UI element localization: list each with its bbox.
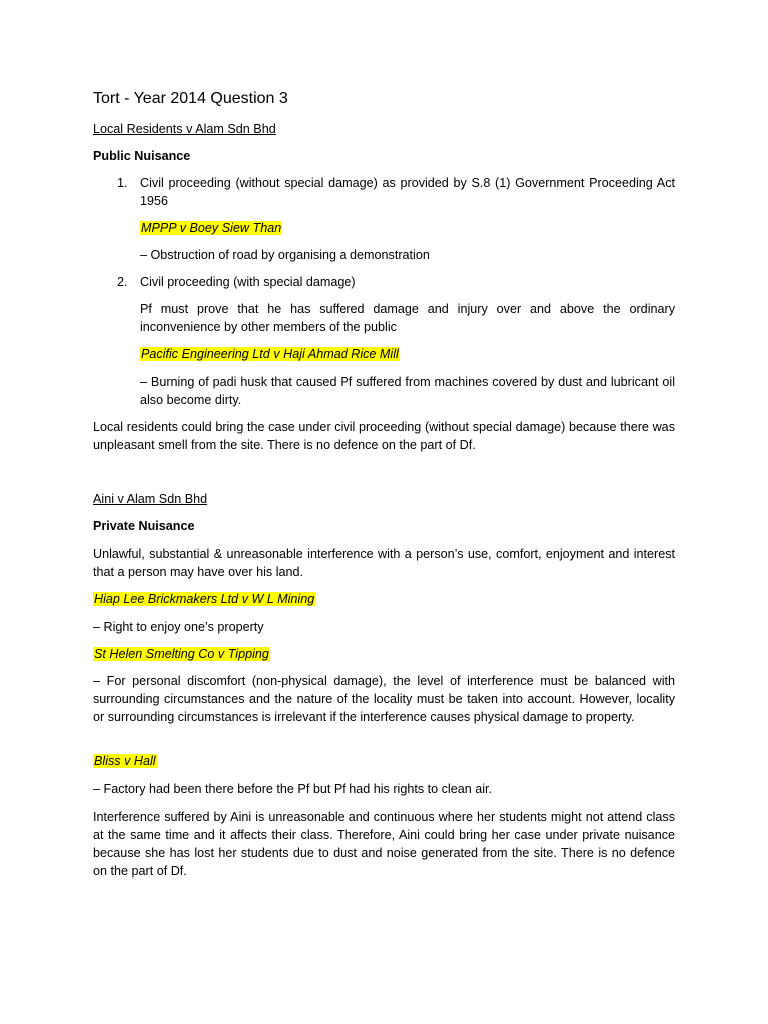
- item2-detail: Pf must prove that he has suffered damage and injury over and above the ordinary inconvenience by other members of the public: [140, 302, 675, 334]
- case2-highlight: St Helen Smelting Co v Tipping: [94, 647, 269, 661]
- note3: – Factory had been there before the Pf but Pf had his rights to clean air.: [93, 782, 493, 796]
- case1-highlight: Hiap Lee Brickmakers Ltd v W L Mining: [94, 592, 315, 606]
- section1-subheading: Public Nuisance: [93, 149, 191, 163]
- section2-subheading: Private Nuisance: [93, 519, 195, 533]
- section2-definition: Unlawful, substantial & unreasonable interference with a person’s use, comfort, enjoyment and interest that a person may have over his land.: [93, 547, 675, 579]
- item1-case-highlight: MPPP v Boey Siew Than: [141, 221, 282, 235]
- item2-case: [140, 345, 675, 363]
- section2-conclusion: Interference suffered by Aini is unreasonable and continuous where her students might not attend class at the same time and it affects their class. Therefore, Aini could bring her case under private nuisance because she has lost her students due to dust and noise generated from the site. There is no defence on the part of Df.: [93, 810, 675, 878]
- item1-note: – Obstruction of road by organising a demonstration: [140, 248, 430, 262]
- case2: [93, 645, 675, 663]
- case3: [93, 752, 675, 770]
- note1: – Right to enjoy one’s property: [93, 620, 264, 634]
- section2-heading: Aini v Alam Sdn Bhd: [93, 492, 208, 506]
- case3-highlight: Bliss v Hall: [94, 754, 156, 768]
- document-title: Tort - Year 2014 Question 3: [93, 90, 288, 107]
- section1-heading: Local Residents v Alam Sdn Bhd: [93, 122, 276, 136]
- item2-note: – Burning of padi husk that caused Pf suffered from machines covered by dust and lubricant oil also become dirty.: [140, 375, 675, 407]
- item2-case-highlight: Pacific Engineering Ltd v Haji Ahmad Rice Mill: [141, 347, 399, 361]
- section1-conclusion: Local residents could bring the case under civil proceeding (without special damage) because there was unpleasant smell from the site. There is no defence on the part of Df.: [93, 420, 675, 452]
- case1: [93, 590, 675, 608]
- item2-text: Civil proceeding (with special damage): [140, 275, 356, 289]
- item1-number: 1.: [117, 176, 128, 190]
- item2-number: 2.: [117, 275, 128, 289]
- item1-text: Civil proceeding (without special damage) as provided by S.8 (1) Government Proceeding Act 1956: [140, 176, 675, 208]
- item1-case: [140, 219, 675, 237]
- note2: – For personal discomfort (non-physical damage), the level of interference must be balanced with surrounding circumstances and the nature of the locality must be taken into account. However, locality or surrounding circumstances is irrelevant if the interference causes physical damage to property.: [93, 674, 675, 724]
